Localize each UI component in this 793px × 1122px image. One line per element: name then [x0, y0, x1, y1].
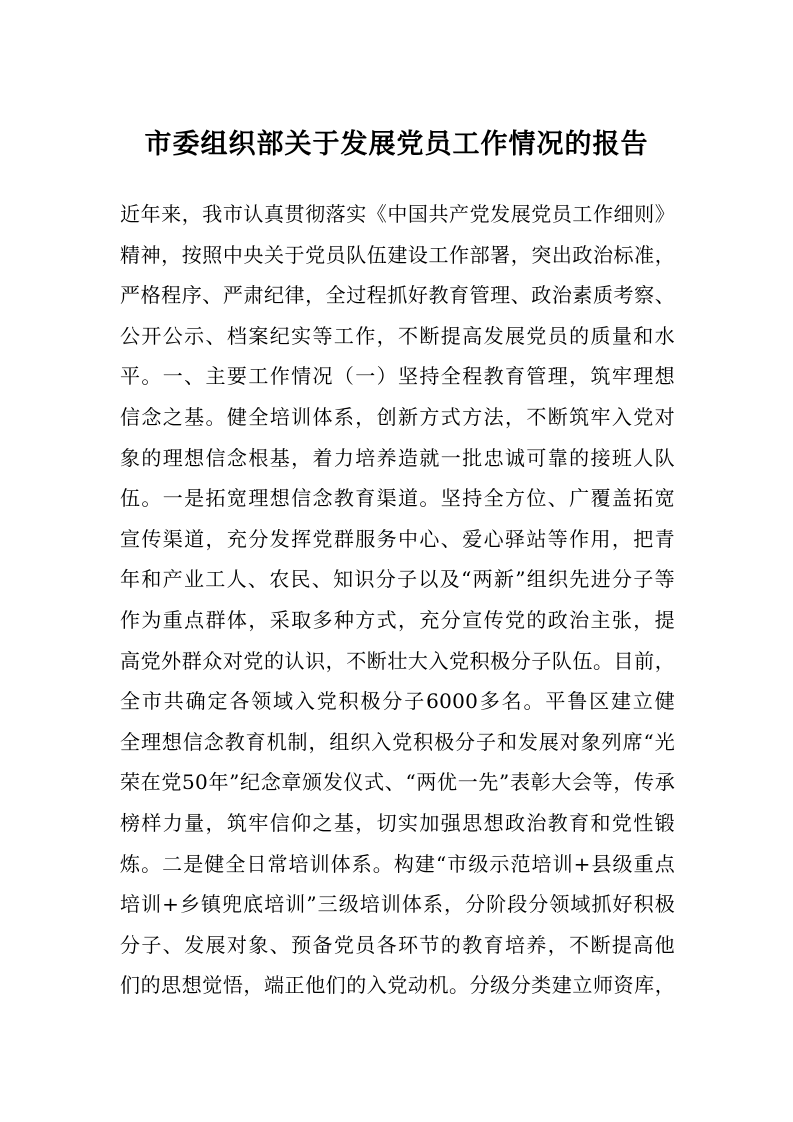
body-line: 全市共确定各领域入党积极分子6000多名。平鲁区建立健 [120, 689, 675, 714]
body-line: 信念之基。健全培训体系，创新方式方法，不断筑牢入党对 [120, 404, 675, 429]
body-line: 近年来，我市认真贯彻落实《中国共产党发展党员工作细则》 [120, 202, 675, 226]
body-line: 作为重点群体，采取多种方式，充分宣传党的政治主张，提 [120, 607, 675, 632]
body-line: 精神，按照中央关于党员队伍建设工作部署，突出政治标准， [120, 242, 675, 267]
body-line: 全理想信念教育机制，组织入党积极分子和发展对象列席“光 [120, 729, 675, 754]
body-line: 炼。二是健全日常培训体系。构建“市级示范培训+县级重点 [120, 851, 675, 876]
body-line: 象的理想信念根基，着力培养造就一批忠诚可靠的接班人队 [120, 445, 675, 470]
document-body [120, 194, 675, 1006]
body-line: 平。一、主要工作情况（一）坚持全程教育管理，筑牢理想 [120, 364, 675, 389]
body-line: 严格程序、严肃纪律，全过程抓好教育管理、政治素质考察、 [120, 283, 675, 308]
body-line: 宣传渠道，充分发挥党群服务中心、爱心驿站等作用，把青 [120, 526, 675, 551]
body-line: 培训+乡镇兜底培训”三级培训体系，分阶段分领域抓好积极 [120, 892, 675, 917]
body-line: 公开公示、档案纪实等工作，不断提高发展党员的质量和水 [120, 323, 675, 348]
body-line: 高党外群众对党的认识，不断壮大入党积极分子队伍。目前， [120, 648, 675, 673]
body-line: 榜样力量，筑牢信仰之基，切实加强思想政治教育和党性锻 [120, 810, 675, 835]
body-line: 伍。一是拓宽理想信念教育渠道。坚持全方位、广覆盖拓宽 [120, 486, 675, 511]
body-line: 们的思想觉悟，端正他们的入党动机。分级分类建立师资库， [120, 973, 675, 998]
body-line: 分子、发展对象、预备党员各环节的教育培养，不断提高他 [120, 932, 675, 957]
body-line: 年和产业工人、农民、知识分子以及“两新”组织先进分子等 [120, 567, 675, 592]
document-title: 市委组织部关于发展党员工作情况的报告 [144, 129, 649, 160]
body-line: 荣在党50年”纪念章颁发仪式、“两优一先”表彰大会等，传承 [120, 770, 675, 795]
